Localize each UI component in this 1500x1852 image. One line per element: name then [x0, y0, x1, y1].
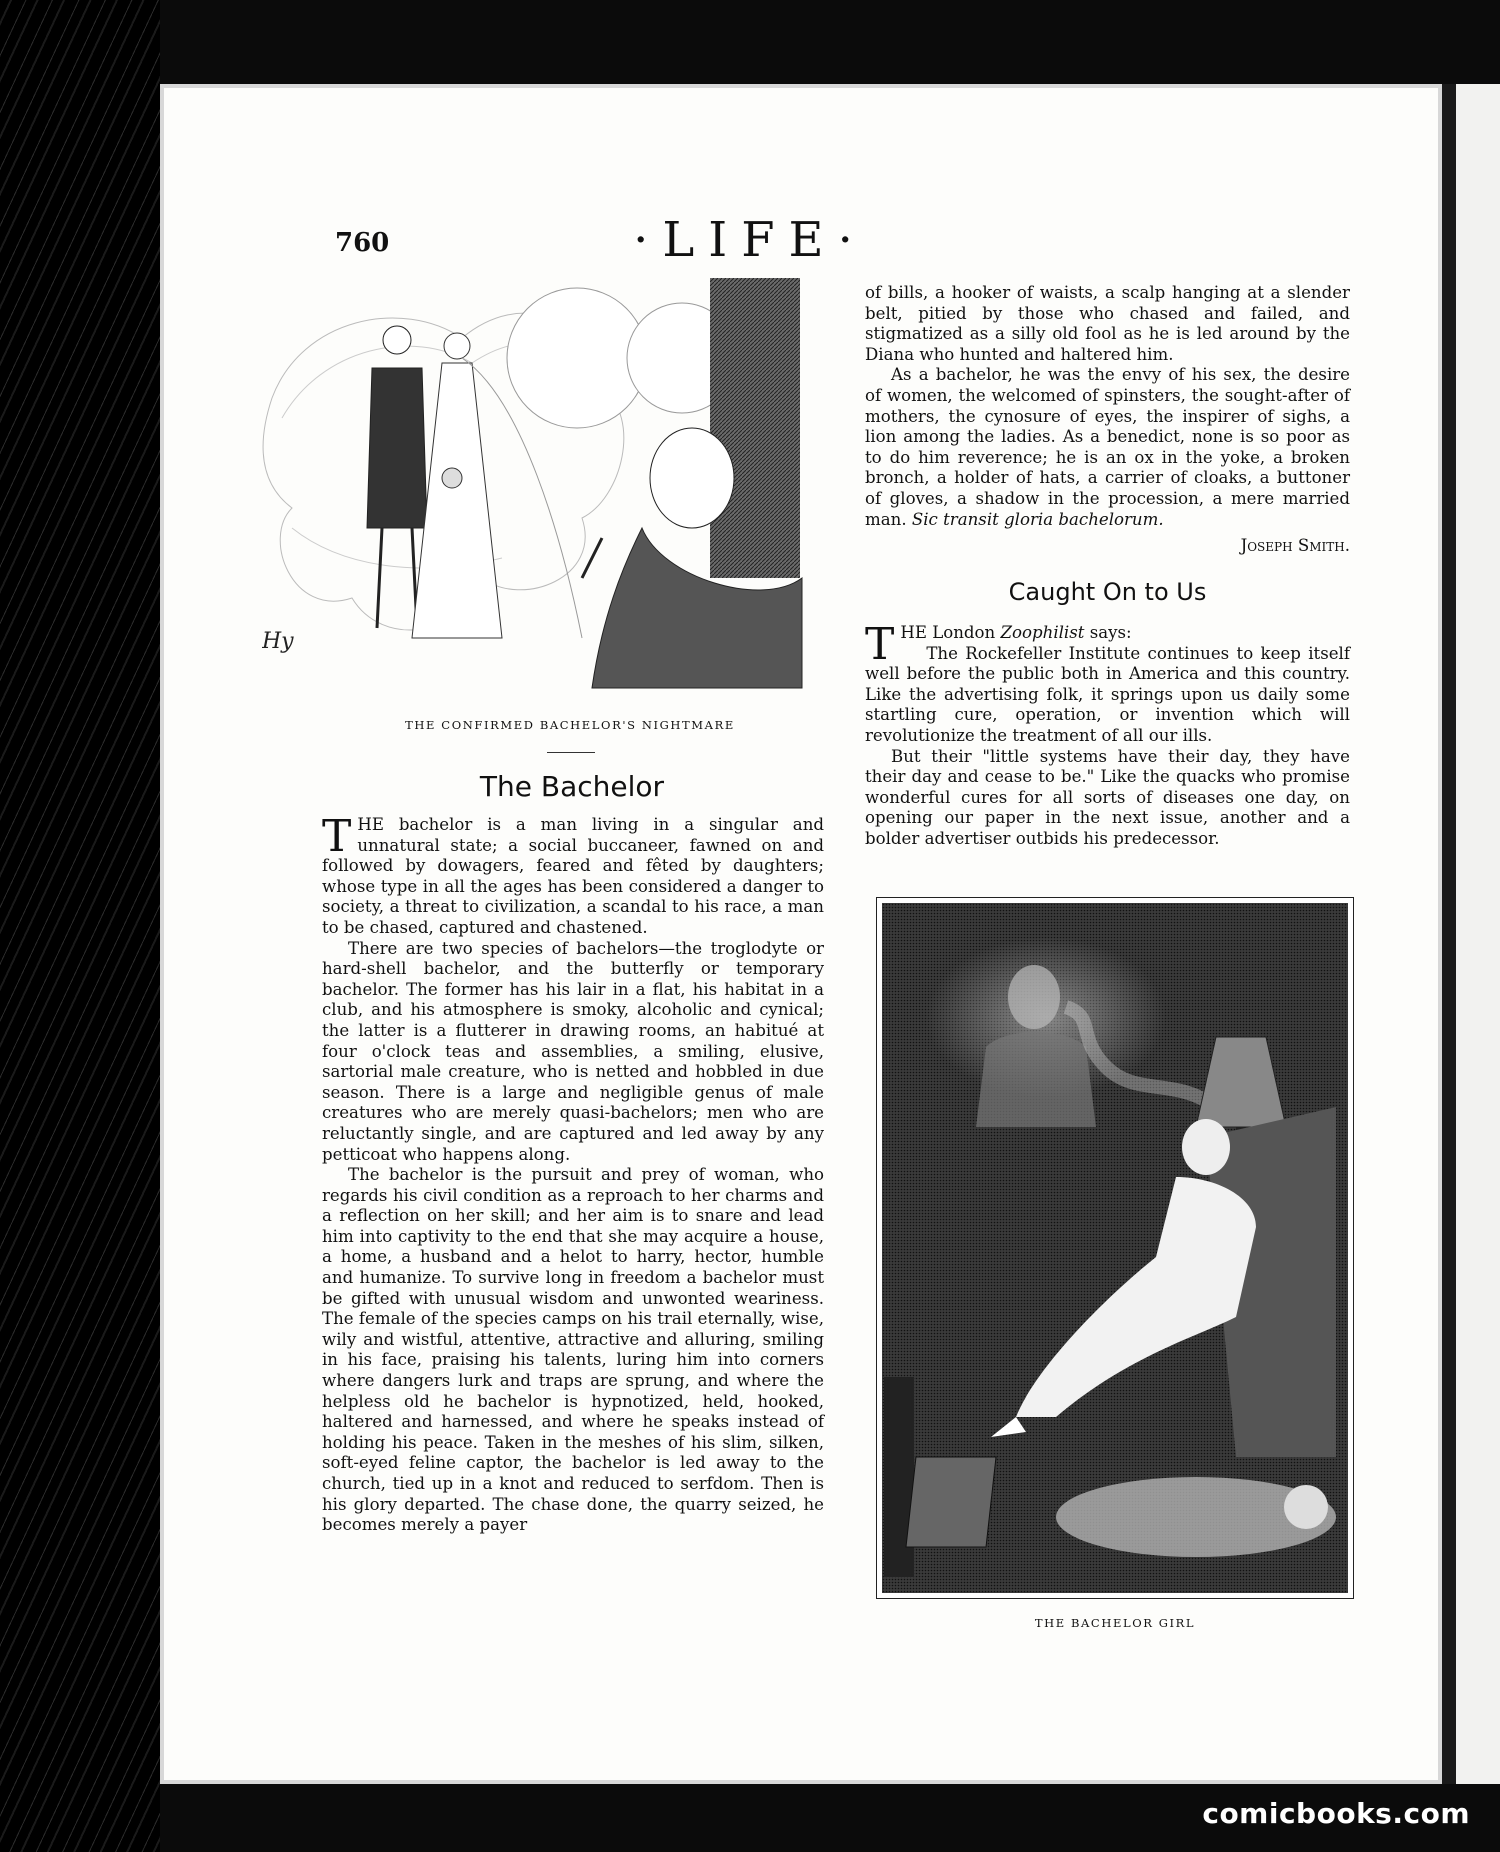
illustration-bachelors-nightmare — [262, 278, 822, 690]
page-number: 760 — [335, 228, 390, 258]
caption-bachelors-nightmare: THE CONFIRMED BACHELOR'S NIGHTMARE — [405, 718, 735, 732]
caught-para-2: But their "little systems have their day, they have their day and cease to be." Like the quacks who promise wonderful cures for all sorts of diseases one day, on opening our paper in the next issue, another and a bolder advertiser outbids his predecessor. — [865, 746, 1350, 848]
bachelor-para-2: There are two species of bachelors—the troglodyte or hard-shell bachelor, and the butterfly or temporary bachelor. The former has his lair in a flat, his habitat in a club, and his atmosphere is smoky, alcoholic and cynical; the latter is a flutterer in drawing rooms, an habitué at four o'clock teas and assemblies, a smiling, elusive, sartorial male creature, who is netted and hobbled in due season. There is a large and negligible genus of male creatures who are merely quasi-bachelors; men who are reluctantly single, and are captured and led away by any petticoat who happens along. — [322, 938, 824, 1164]
author-signature: Joseph Smith. — [1240, 536, 1350, 556]
heading-caught-on-to-us: Caught On to Us — [1008, 578, 1207, 606]
publication-name: Zoophilist — [1000, 623, 1085, 642]
caught-intro: THE London Zoophilist says: — [865, 619, 1132, 670]
bottom-right-illustration — [876, 897, 1354, 1599]
bachelor-para-3: The bachelor is the pursuit and prey of woman, who regards his civil condition as a reproach to her charms and a reflection on her skill; and her aim is to snare and lead him into captivity to the end that she may acquire a house, a home, a husband and a helot to harry, hector, humble and humanize. To survive long in freedom a bachelor must be gifted with unusual wisdom and unwonted weariness. The female of the species camps on his trail eternally, wise, wily and wistful, attentive, attractive and alluring, smiling in his face, praising his talents, luring him into corners where dangers lurk and traps are sprung, and where the helpless old he bachelor is hypnotized, held, hooked, haltered and harnessed, and where he speaks instead of holding his peace. Taken in the meshes of his slim, silken, soft-eyed feline captor, the bachelor is led away to the church, tied up in a knot and reduced to serfdom. Then is his glory departed. The chase done, the quarry seized, he becomes merely a payer — [322, 1165, 824, 1535]
bachelor-para-1: THE bachelor is a man living in a singular and unnatural state; a social buccaneer, fawned on and followed by dowagers, feared and fêted by daughters; whose type in all the ages has been considered a danger to society, a threat to civilization, a scandal to his race, a man to be chased, captured and chastened. — [322, 811, 824, 937]
page-gutter — [1442, 84, 1456, 1784]
drop-cap: T — [865, 619, 895, 670]
bachelor-para-5: As a bachelor, he was the envy of his sex, the desire of women, the welcomed of spinsters, the sought-after of mothers, the cynosure of eyes, the inspirer of sighs, a lion among the ladies. As a benedict, none is so poor as to do him reverence; he is an ox in the yoke, a broken bronch, a holder of hats, a carrier of cloaks, a buttoner of gloves, a shadow in the procession, a mere married man. Sic transit gloria bachelorum. — [865, 365, 1350, 529]
svg-text:Hy: Hy — [262, 629, 294, 654]
bachelor-para-4: of bills, a hooker of waists, a scalp hanging at a slender belt, pitied by those who chased and failed, and stigmatized as a silly old fool as he is led around by the Diana who hunted and haltered him. — [865, 283, 1350, 364]
drop-cap: T — [322, 811, 352, 862]
caption-bachelor-girl: THE BACHELOR GIRL — [1034, 1616, 1196, 1630]
title-rule — [547, 752, 595, 753]
scan-border-left — [0, 0, 160, 1852]
bachelor-article-right-column — [865, 283, 1350, 557]
caught-article-column — [865, 619, 1350, 850]
bachelor-article-left-column — [322, 811, 824, 1536]
latin-phrase: Sic transit gloria bachelorum. — [911, 509, 1164, 529]
next-page-edge — [1456, 84, 1500, 1784]
heading-the-bachelor: The Bachelor — [479, 770, 665, 803]
watermark-comicbooks: comicbooks.com — [1202, 1797, 1470, 1830]
caught-para-1: The Rockefeller Institute continues to keep itself well before the public both in America and this country. Like the advertising folk, it springs upon us daily some startling cure, operation, or invention which will revolutionize the treatment of all our ills. — [865, 643, 1350, 745]
masthead-life: ·LIFE· — [633, 212, 867, 268]
